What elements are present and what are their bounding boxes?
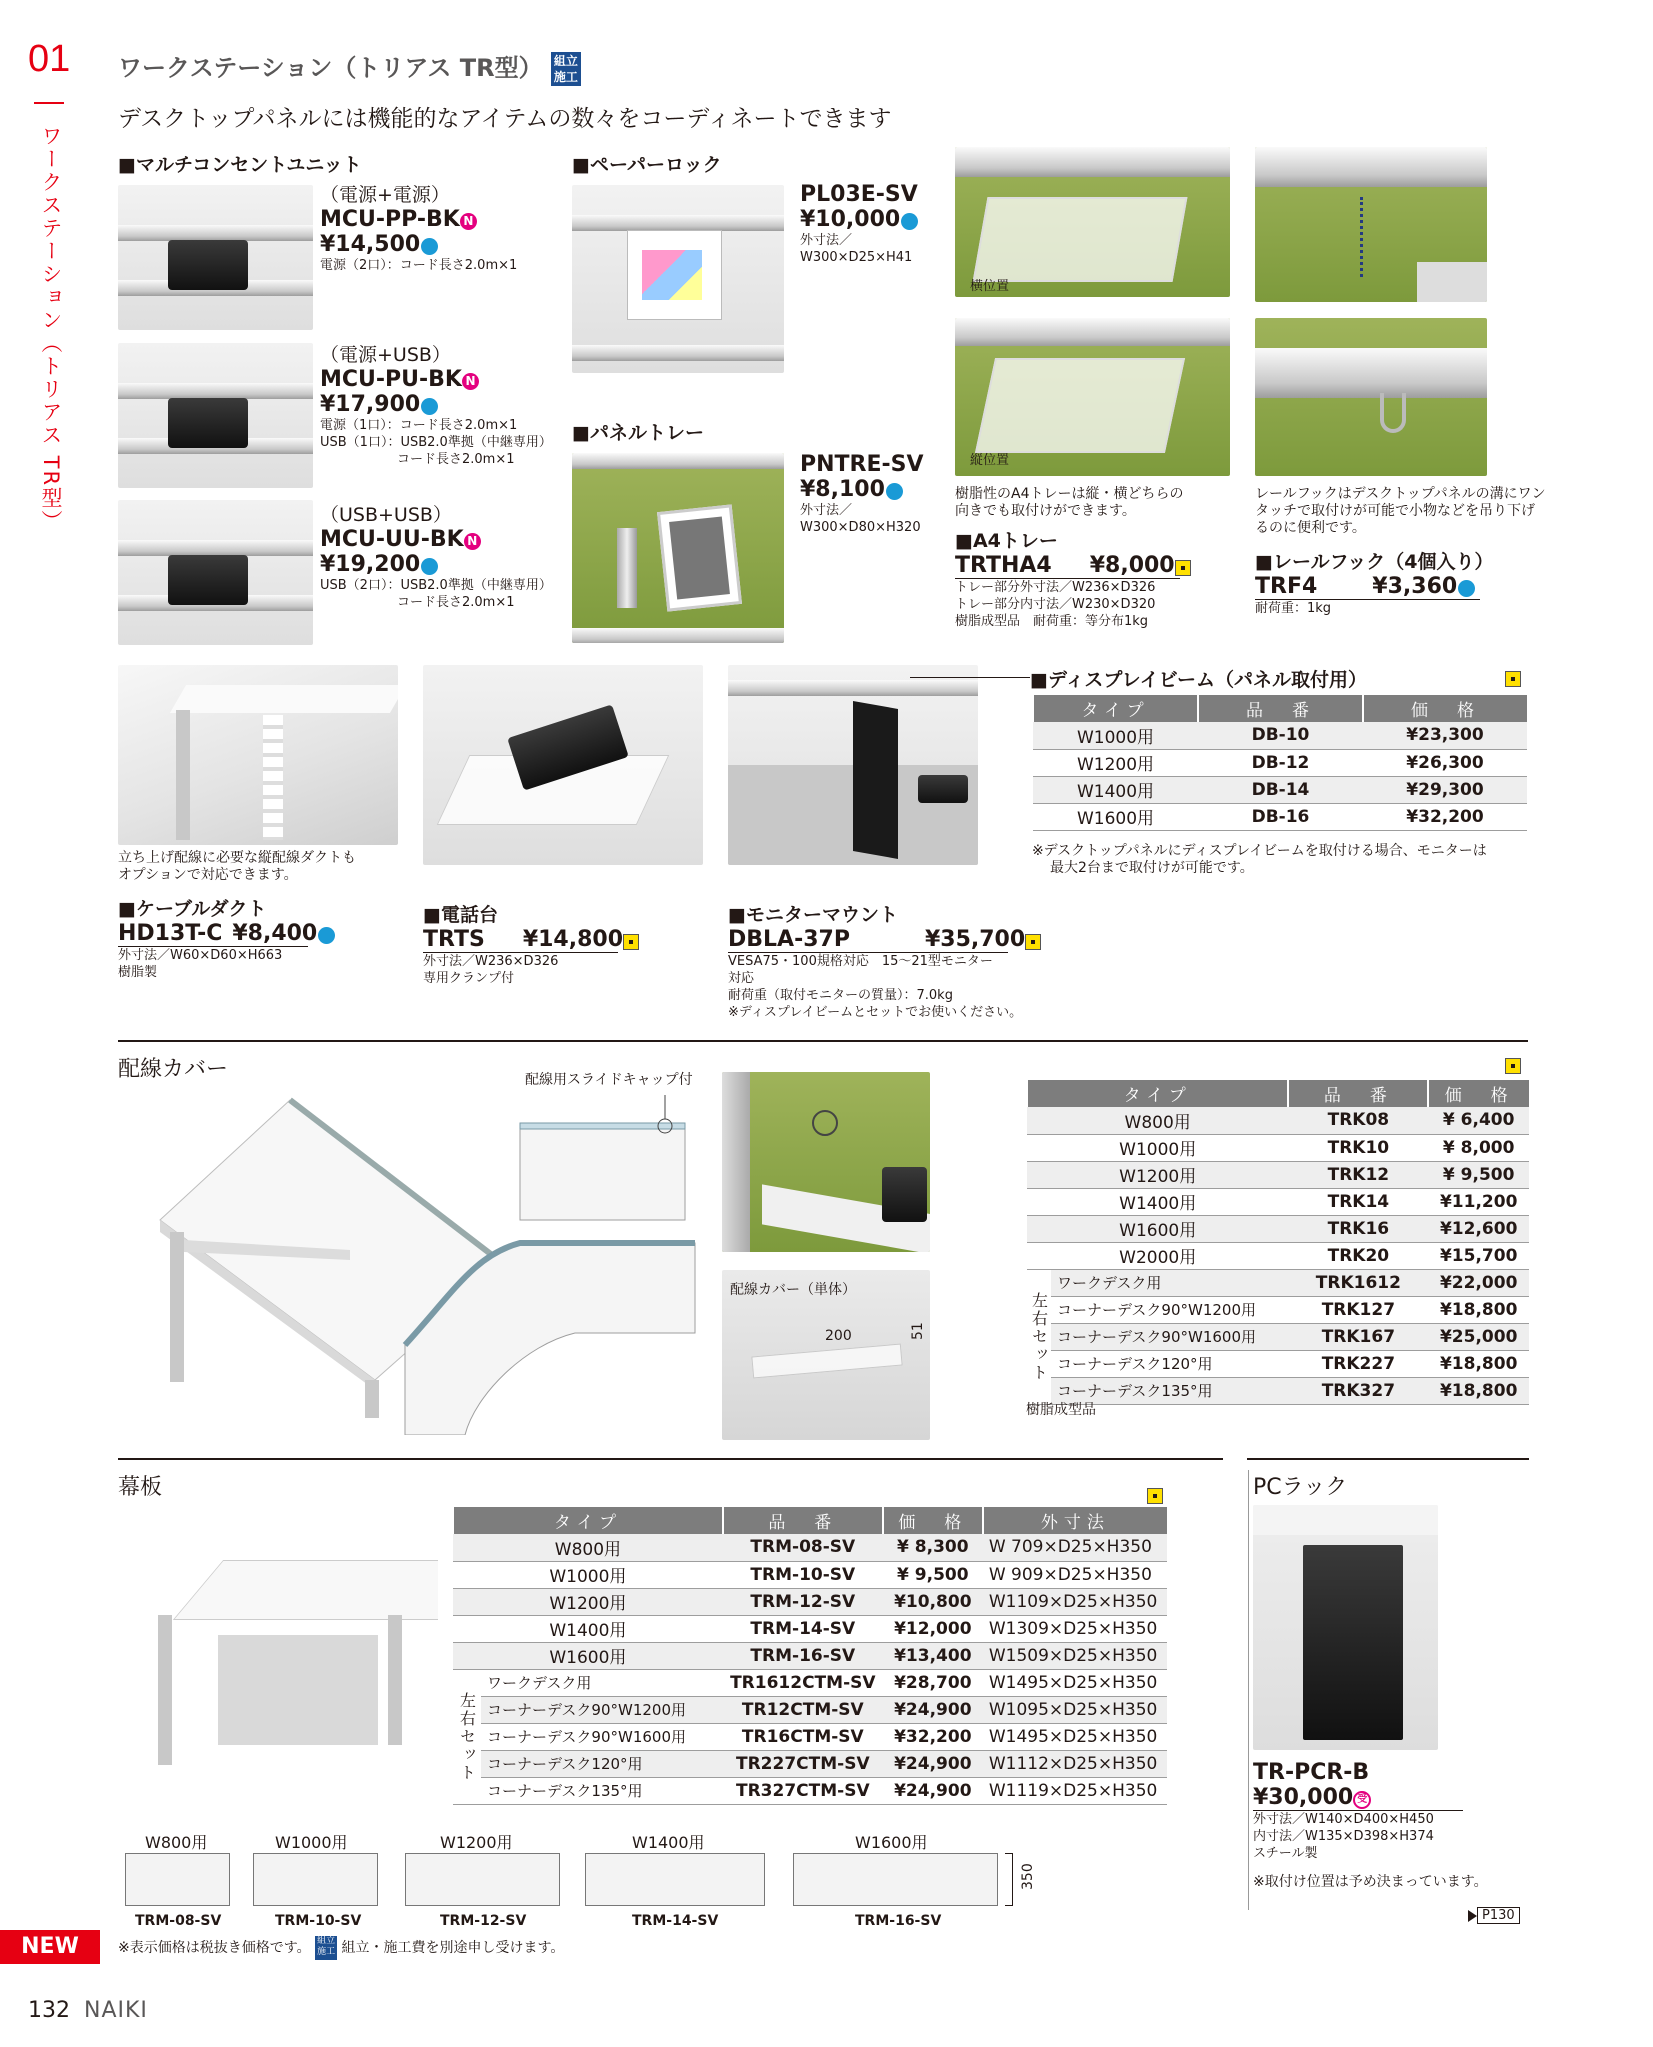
set-label: 左右セット — [457, 1691, 477, 1782]
cell-type: W1400用 — [1033, 776, 1198, 803]
assembly-icon: 組立 施工 — [551, 52, 581, 86]
phone-stand-heading: ■電話台 — [423, 904, 498, 926]
mcu-model: MCU-PP-BK — [320, 207, 460, 232]
cell-type: コーナーデスク120°用 — [481, 1750, 723, 1777]
cell-price: ¥24,900 — [883, 1750, 983, 1777]
pc-rack-model: TR-PCR-B — [1253, 1760, 1370, 1785]
cell-type: コーナーデスク90°W1600用 — [481, 1723, 723, 1750]
panel-w1200 — [405, 1853, 560, 1906]
cell-code: TRK12 — [1288, 1161, 1428, 1188]
cell-code: TRK1612 — [1288, 1269, 1428, 1296]
table-row — [1027, 1350, 1529, 1377]
table-row — [1027, 1269, 1529, 1296]
rail-hook-desc: タッチで取付けが可能で小物などを吊り下げ — [1255, 503, 1535, 519]
cell-price: ¥ 9,500 — [883, 1561, 983, 1588]
panel-tray-size: 外寸法／ — [800, 503, 853, 518]
table-row — [453, 1561, 1167, 1588]
col-price: 価 格 — [883, 1507, 983, 1534]
table-row — [1033, 776, 1527, 803]
display-beam-table — [1032, 695, 1527, 831]
cell-price: ¥28,700 — [883, 1669, 983, 1696]
paper-lock-heading: ■ペーパーロック — [572, 154, 722, 176]
cell-price: ¥11,200 — [1428, 1188, 1529, 1215]
col-size: 外寸法 — [983, 1507, 1167, 1534]
cell-code: TR327CTM-SV — [723, 1777, 883, 1804]
ref-page-text: P130 — [1477, 1907, 1520, 1924]
mcu-note: USB（2口）：USB2.0準拠（中継専用） — [320, 578, 552, 593]
rail-hook-photo-2 — [1255, 318, 1487, 476]
a4-tray-info — [955, 486, 1183, 630]
mcu-price: ¥14,500 — [320, 232, 421, 257]
wiring-cover-detail-photo — [722, 1072, 930, 1252]
cell-price: ¥15,700 — [1428, 1242, 1529, 1269]
mcu-pp-photo — [118, 185, 313, 330]
col-code: 品 番 — [1288, 1080, 1428, 1107]
cell-type: W800用 — [1027, 1107, 1288, 1134]
rail-hook-photo-1 — [1255, 147, 1487, 302]
mcu-model: MCU-UU-BK — [320, 527, 464, 552]
cell-size: W1509×D25×H350 — [983, 1642, 1167, 1669]
cell-type: W1600用 — [453, 1642, 723, 1669]
cell-price: ¥23,300 — [1363, 722, 1527, 749]
cell-price: ¥ 8,300 — [883, 1534, 983, 1561]
panel-size-label: W1200用 — [440, 1833, 513, 1852]
cell-type: W1600用 — [1033, 803, 1198, 830]
cell-price: ¥13,400 — [883, 1642, 983, 1669]
cell-size: W1095×D25×H350 — [983, 1696, 1167, 1723]
cable-duct-model: HD13T-C — [118, 921, 223, 946]
col-type: タイプ — [1027, 1080, 1288, 1107]
cell-type: W1000用 — [453, 1561, 723, 1588]
cell-type: コーナーデスク120°用 — [1051, 1350, 1288, 1377]
brand-name: NAIKI — [84, 1998, 148, 2023]
cell-code: TRM-12-SV — [723, 1588, 883, 1615]
cell-code: TR12CTM-SV — [723, 1696, 883, 1723]
cable-duct-spec: 樹脂製 — [118, 965, 158, 980]
assembly-icon: 組立 施工 — [315, 1936, 337, 1960]
cell-price: ¥25,000 — [1428, 1323, 1529, 1350]
a4-tray-spec: トレー部分内寸法／W230×D320 — [955, 597, 1156, 612]
cable-duct-heading: ■ケーブルダクト — [118, 898, 267, 920]
mcu-price: ¥19,200 — [320, 552, 421, 577]
a4-tray-label-vertical: 縦位置 — [970, 453, 1010, 468]
pc-rack-spec: スチール製 — [1253, 1846, 1318, 1861]
col-type: タイプ — [453, 1507, 723, 1534]
chapter-rule — [34, 102, 64, 104]
panel-code: TRM-16-SV — [855, 1913, 942, 1929]
cell-code: DB-16 — [1198, 803, 1363, 830]
cell-type: W1000用 — [1033, 722, 1198, 749]
circle-mark-icon — [1458, 580, 1475, 597]
table-row — [1027, 1107, 1529, 1134]
chapter-number: 01 — [28, 38, 71, 80]
square-mark-icon — [1505, 1058, 1521, 1074]
square-mark-icon — [1147, 1488, 1163, 1504]
phone-stand-price: ¥14,800 — [522, 927, 624, 952]
paper-lock-price: ¥10,000 — [800, 207, 901, 232]
table-row — [453, 1642, 1167, 1669]
made-to-order-icon: 受 — [1353, 1791, 1371, 1809]
wiring-cover-panels-illustration — [395, 1095, 715, 1435]
panel-tray-heading: ■パネルトレー — [572, 422, 704, 444]
cell-type: W2000用 — [1027, 1242, 1288, 1269]
mcu-item-pp — [320, 180, 517, 274]
cell-type: コーナーデスク90°W1600用 — [1051, 1323, 1288, 1350]
cell-type: ワークデスク用 — [1051, 1269, 1288, 1296]
new-n-icon: N — [460, 213, 477, 230]
cell-type: コーナーデスク135°用 — [1051, 1377, 1288, 1404]
col-type: タイプ — [1033, 695, 1198, 722]
panel-height: 350 — [1020, 1863, 1036, 1890]
col-code: 品 番 — [723, 1507, 883, 1534]
col-price: 価 格 — [1428, 1080, 1529, 1107]
cell-code: TR16CTM-SV — [723, 1723, 883, 1750]
cell-type: W1200用 — [1033, 749, 1198, 776]
cell-code: TRM-16-SV — [723, 1642, 883, 1669]
a4-tray-heading: ■A4トレー — [955, 530, 1058, 552]
paper-lock-info — [800, 182, 918, 266]
square-mark-icon — [1025, 934, 1041, 950]
display-beam-note: 最大2台まで取付けが可能です。 — [1050, 860, 1254, 876]
table-row — [453, 1615, 1167, 1642]
cell-size: W1112×D25×H350 — [983, 1750, 1167, 1777]
panel-code: TRM-08-SV — [135, 1913, 222, 1929]
cell-type: コーナーデスク135°用 — [481, 1777, 723, 1804]
panel-height-bracket — [1005, 1853, 1013, 1906]
table-row — [453, 1750, 1167, 1777]
monitor-mount-model: DBLA-37P — [728, 927, 850, 952]
modesty-desk-photo — [118, 1505, 438, 1785]
cell-type: W1200用 — [1027, 1161, 1288, 1188]
table-row — [1027, 1377, 1529, 1404]
rail-hook-model: TRF4 — [1255, 574, 1318, 599]
cell-type: ワークデスク用 — [481, 1669, 723, 1696]
cell-code: TRK16 — [1288, 1215, 1428, 1242]
cell-price: ¥18,800 — [1428, 1296, 1529, 1323]
phone-stand-spec: 外寸法／W236×D326 — [423, 954, 559, 969]
panel-code: TRM-10-SV — [275, 1913, 362, 1929]
cable-duct-price: ¥8,400 — [232, 921, 318, 946]
cell-code: TRK20 — [1288, 1242, 1428, 1269]
cell-size: W1119×D25×H350 — [983, 1777, 1167, 1804]
col-code: 品 番 — [1198, 695, 1363, 722]
cell-price: ¥18,800 — [1428, 1350, 1529, 1377]
cell-price: ¥22,000 — [1428, 1269, 1529, 1296]
cable-duct-spec: 外寸法／W60×D60×H663 — [118, 948, 283, 963]
cable-duct-desc: オプションで対応できます。 — [118, 867, 298, 883]
side-title: ワークステーション（トリアス TR型） — [39, 125, 63, 534]
monitor-mount-price: ¥35,700 — [924, 927, 1026, 952]
phone-stand-info — [423, 900, 624, 987]
paper-lock-size: 外寸法／ — [800, 233, 853, 248]
cell-price: ¥18,800 — [1428, 1377, 1529, 1404]
cell-price: ¥24,900 — [883, 1696, 983, 1723]
square-mark-icon — [1505, 671, 1521, 687]
panel-size-label: W1400用 — [632, 1833, 705, 1852]
cell-size: W 709×D25×H350 — [983, 1534, 1167, 1561]
leader-line — [910, 677, 1030, 678]
cell-price: ¥12,600 — [1428, 1215, 1529, 1242]
cell-size: W1495×D25×H350 — [983, 1723, 1167, 1750]
new-n-icon: N — [462, 373, 479, 390]
table-row — [1027, 1215, 1529, 1242]
cell-price: ¥26,300 — [1363, 749, 1527, 776]
wiring-cover-table — [1026, 1080, 1529, 1405]
cell-code: TRK127 — [1288, 1296, 1428, 1323]
panel-code: TRM-12-SV — [440, 1913, 527, 1929]
single-cover-label: 配線カバー（単体） — [730, 1282, 856, 1298]
cell-price: ¥12,000 — [883, 1615, 983, 1642]
new-badge: NEW — [0, 1930, 100, 1964]
wiring-cover-heading: 配線カバー — [118, 1057, 229, 1082]
cell-code: TRM-10-SV — [723, 1561, 883, 1588]
phone-stand-model: TRTS — [423, 927, 485, 952]
mcu-note: コード長さ2.0m×1 — [397, 452, 515, 467]
square-mark-icon-wrap — [1147, 1485, 1163, 1504]
monitor-mount-heading: ■モニターマウント — [728, 904, 898, 926]
panel-tray-photo — [572, 453, 784, 643]
panel-w800 — [125, 1853, 230, 1906]
cell-size: W 909×D25×H350 — [983, 1561, 1167, 1588]
circle-mark-icon — [421, 238, 438, 255]
arrow-right-icon — [1468, 1910, 1477, 1922]
a4-tray-price: ¥8,000 — [1089, 553, 1175, 578]
table-row — [453, 1696, 1167, 1723]
dim-height: 51 — [910, 1322, 926, 1340]
cell-code: TRK10 — [1288, 1134, 1428, 1161]
table-row — [1033, 749, 1527, 776]
circle-mark-icon — [421, 398, 438, 415]
cell-code: DB-12 — [1198, 749, 1363, 776]
table-row — [453, 1723, 1167, 1750]
display-beam-note: ※デスクトップパネルにディスプレイビームを取付ける場合、モニターは — [1032, 843, 1487, 859]
cell-price: ¥ 9,500 — [1428, 1161, 1529, 1188]
rail-hook-spec: 耐荷重：1kg — [1255, 601, 1332, 616]
cell-type: W800用 — [453, 1534, 723, 1561]
cell-code: TRM-14-SV — [723, 1615, 883, 1642]
cell-type: W1200用 — [453, 1588, 723, 1615]
rail-hook-heading: ■レールフック（4個入り） — [1255, 551, 1494, 573]
monitor-mount-spec: ※ディスプレイビームとセットでお使いください。 — [728, 1005, 1023, 1020]
table-row — [1027, 1296, 1529, 1323]
cell-code: TR227CTM-SV — [723, 1750, 883, 1777]
paper-lock-model: PL03E-SV — [800, 182, 918, 207]
mcu-uu-photo — [118, 500, 313, 645]
table-row — [1027, 1134, 1529, 1161]
cell-code: TRK08 — [1288, 1107, 1428, 1134]
cell-type: W1000用 — [1027, 1134, 1288, 1161]
monitor-mount-info — [728, 900, 1026, 1021]
cell-code: TRK14 — [1288, 1188, 1428, 1215]
cell-code: TRK327 — [1288, 1377, 1428, 1404]
square-mark-icon — [1175, 560, 1191, 576]
pc-rack-spec: 外寸法／W140×D400×H450 — [1253, 1812, 1434, 1827]
mcu-note: 電源（2口）：コード長さ2.0m×1 — [320, 258, 518, 273]
section-divider — [1247, 1458, 1529, 1460]
slide-cap-label: 配線用スライドキャップ付 — [525, 1072, 693, 1088]
panel-size-label: W800用 — [145, 1833, 208, 1852]
monitor-mount-spec: 耐荷重（取付モニターの質量）：7.0kg — [728, 988, 953, 1003]
a4-tray-horizontal-photo — [955, 147, 1230, 297]
cell-type: コーナーデスク90°W1200用 — [1051, 1296, 1288, 1323]
a4-tray-desc: 樹脂性のA4トレーは縦・横どちらの — [955, 486, 1184, 502]
cell-code: TR1612CTM-SV — [723, 1669, 883, 1696]
cell-size: W1309×D25×H350 — [983, 1615, 1167, 1642]
cell-price: ¥24,900 — [883, 1777, 983, 1804]
cell-type: コーナーデスク90°W1200用 — [481, 1696, 723, 1723]
pc-rack-spec: 内寸法／W135×D398×H374 — [1253, 1829, 1434, 1844]
rail-hook-desc: るのに便利です。 — [1255, 520, 1366, 536]
display-beam-heading: ■ディスプレイビーム（パネル取付用） — [1030, 669, 1367, 691]
panel-w1000 — [253, 1853, 378, 1906]
new-n-icon: N — [464, 533, 481, 550]
table-row — [453, 1669, 1167, 1696]
table-row — [1027, 1161, 1529, 1188]
footer-note — [118, 1936, 564, 1960]
set-label: 左右セット — [1029, 1291, 1049, 1382]
phone-stand-spec: 専用クランプ付 — [423, 971, 515, 986]
panel-code: TRM-14-SV — [632, 1913, 719, 1929]
pc-rack-note: ※取付け位置は予め決まっています。 — [1253, 1874, 1488, 1890]
col-price: 価 格 — [1363, 695, 1527, 722]
square-mark-icon — [623, 934, 639, 950]
cell-price: ¥29,300 — [1363, 776, 1527, 803]
mcu-pu-photo — [118, 343, 313, 488]
table-row — [1033, 722, 1527, 749]
cell-code: TRK227 — [1288, 1350, 1428, 1377]
cell-price: ¥ 8,000 — [1428, 1134, 1529, 1161]
cell-code: DB-10 — [1198, 722, 1363, 749]
dim-width: 200 — [825, 1328, 852, 1344]
circle-mark-icon — [421, 558, 438, 575]
a4-tray-spec: トレー部分外寸法／W236×D326 — [955, 580, 1156, 595]
pc-rack-photo — [1253, 1505, 1438, 1750]
set-label-cell — [1027, 1269, 1051, 1404]
paper-lock-photo — [572, 185, 784, 373]
footer-note-pre: ※表示価格は税抜き価格です。 — [118, 1940, 311, 1956]
cell-code: DB-14 — [1198, 776, 1363, 803]
panel-size-label: W1600用 — [855, 1833, 928, 1852]
a4-tray-spec: 樹脂成型品 耐荷重：等分布1kg — [955, 614, 1149, 629]
section-divider — [118, 1040, 1528, 1042]
panel-tray-price: ¥8,100 — [800, 477, 885, 502]
circle-mark-icon — [901, 213, 918, 230]
panel-w1400 — [585, 1853, 765, 1906]
table-row — [453, 1588, 1167, 1615]
page-subtitle: デスクトップパネルには機能的なアイテムの数々をコーディネートできます — [118, 106, 892, 132]
reference-page-link[interactable] — [1468, 1908, 1520, 1923]
page-number — [28, 1998, 148, 2023]
mcu-item-uu — [320, 500, 552, 611]
modesty-table — [452, 1507, 1167, 1805]
cell-price: ¥ 6,400 — [1428, 1107, 1529, 1134]
wiring-cover-material: 樹脂成型品 — [1026, 1402, 1096, 1418]
panel-w1600 — [793, 1853, 998, 1906]
rail-hook-info — [1255, 486, 1546, 617]
cell-price: ¥32,200 — [883, 1723, 983, 1750]
pc-rack-price: ¥30,000 — [1253, 1785, 1354, 1810]
page-title-text: ワークステーション（トリアス TR型） — [118, 54, 543, 82]
circle-mark-icon — [886, 483, 903, 500]
mcu-price: ¥17,900 — [320, 392, 421, 417]
page-title — [118, 48, 581, 86]
set-label-cell — [453, 1669, 481, 1804]
monitor-mount-photo — [728, 665, 978, 865]
rail-hook-desc: レールフックはデスクトップパネルの溝にワン — [1255, 486, 1546, 502]
mcu-item-pu — [320, 340, 552, 468]
a4-tray-model: TRTHA4 — [955, 553, 1052, 578]
circle-mark-icon — [318, 927, 335, 944]
table-row — [453, 1777, 1167, 1804]
pc-rack-info — [1253, 1760, 1488, 1891]
panel-tray-model: PNTRE-SV — [800, 452, 924, 477]
cable-duct-photo — [118, 665, 398, 845]
cell-size: W1109×D25×H350 — [983, 1588, 1167, 1615]
a4-tray-desc: 向きでも取付けができます。 — [955, 503, 1136, 519]
mcu-type: （電源+USB） — [320, 344, 451, 366]
cell-price: ¥32,200 — [1363, 803, 1527, 830]
mcu-note: コード長さ2.0m×1 — [397, 595, 515, 610]
cell-type: W1400用 — [1027, 1188, 1288, 1215]
mcu-model: MCU-PU-BK — [320, 367, 462, 392]
paper-lock-size: W300×D25×H41 — [800, 250, 913, 265]
modesty-heading: 幕板 — [118, 1475, 163, 1500]
table-row — [1033, 803, 1527, 830]
table-row — [1027, 1323, 1529, 1350]
table-row — [1027, 1242, 1529, 1269]
square-mark-icon-wrap — [1505, 668, 1521, 687]
mcu-note: 電源（1口）：コード長さ2.0m×1 — [320, 418, 518, 433]
cell-code: TRK167 — [1288, 1323, 1428, 1350]
panel-tray-size: W300×D80×H320 — [800, 520, 921, 535]
mcu-note: USB（1口）：USB2.0準拠（中継専用） — [320, 435, 552, 450]
monitor-mount-spec: 対応 — [728, 971, 755, 986]
section-divider — [118, 1458, 1223, 1460]
cell-code: TRM-08-SV — [723, 1534, 883, 1561]
square-mark-icon-wrap — [1505, 1055, 1521, 1074]
cable-duct-desc: 立ち上げ配線に必要な縦配線ダクトも — [118, 850, 356, 866]
mcu-heading: ■マルチコンセントユニット — [118, 154, 362, 176]
footer-note-post: 組立・施工費を別途申し受けます。 — [341, 1940, 565, 1956]
pc-rack-vline — [1248, 1470, 1249, 1910]
monitor-mount-spec: VESA75・100規格対応 15～21型モニター — [728, 954, 993, 969]
pc-rack-heading: PCラック — [1253, 1475, 1348, 1500]
rail-hook-price: ¥3,360 — [1372, 574, 1458, 599]
panel-size-label: W1000用 — [275, 1833, 348, 1852]
panel-tray-info — [800, 452, 924, 536]
cell-type: W1600用 — [1027, 1215, 1288, 1242]
cell-size: W1495×D25×H350 — [983, 1669, 1167, 1696]
mcu-type: （USB+USB） — [320, 504, 452, 526]
phone-stand-photo — [423, 665, 703, 865]
cell-type: W1400用 — [453, 1615, 723, 1642]
page-number-text: 132 — [28, 1998, 70, 2023]
table-row — [453, 1534, 1167, 1561]
a4-tray-label-horizontal: 横位置 — [970, 279, 1010, 294]
mcu-type: （電源+電源） — [320, 184, 450, 206]
cable-duct-info — [118, 850, 356, 981]
cell-price: ¥10,800 — [883, 1588, 983, 1615]
table-row — [1027, 1188, 1529, 1215]
